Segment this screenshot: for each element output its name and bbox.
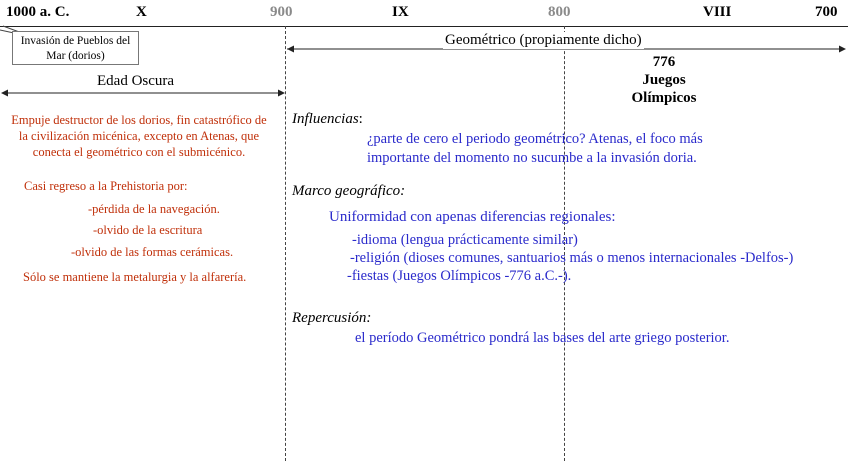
dark-age-arrow-right-head (278, 90, 285, 97)
dorian-impact-paragraph (0, 112, 278, 160)
prehistory-item-ceramics: -olvido de las formas cerámicas. (71, 245, 234, 259)
marco-item-festivals: -fiestas (Juegos Olímpicos -776 a.C.-). (347, 268, 572, 284)
olympics-line1: Juegos (642, 72, 686, 88)
influencias-heading (292, 111, 363, 128)
dark-age-arrow-left-head (1, 90, 8, 97)
repercusion-heading: Repercusión: (292, 310, 372, 326)
prehistory-intro: Casi regreso a la Prehistoria por: (24, 179, 188, 193)
repercusion-text: el período Geométrico pondrá las bases del arte griego posterior. (355, 330, 730, 346)
geometric-arrow-left-head (287, 46, 294, 53)
dorian-impact-line-2: la civilización micénica, excepto en Atenas, que (18, 129, 260, 143)
dark-age-label: Edad Oscura (97, 73, 175, 89)
prehistory-item-writing: -olvido de la escritura (93, 223, 203, 237)
dorian-impact-line-3: conecta el geométrico con el submicénico. (32, 145, 246, 159)
influencias-line-1: ¿parte de cero el periodo geométrico? Atenas, el foco más (367, 131, 703, 147)
invasion-box-line1: Invasión de Pueblos del (20, 35, 131, 47)
marco-intro: Uniformidad con apenas diferencias regionales: (329, 209, 616, 225)
marco-item-language: -idioma (lengua prácticamente similar) (352, 232, 578, 248)
geometric-arrow-right-head (839, 46, 846, 53)
tick-1000: 1000 a. C. (6, 4, 70, 20)
marco-item-religion: -religión (dioses comunes, santuarios más o menos internacionales -Delfos-) (350, 250, 794, 266)
olympics-label (614, 53, 714, 107)
dorian-impact-line-1: Empuje destructor de los dorios, fin catastrófico de (11, 113, 267, 127)
influencias-colon: : (358, 111, 363, 127)
geometric-period-label: Geométrico (propiamente dicho) (445, 32, 642, 48)
invasion-box-line2: Mar (dorios) (46, 50, 105, 62)
tick-700: 700 (815, 4, 838, 20)
marco-heading: Marco geográfico: (292, 183, 406, 199)
olympics-year: 776 (652, 54, 676, 70)
tick-x: X (136, 4, 147, 20)
metallurgy-note: Sólo se mantiene la metalurgia y la alfarería. (23, 270, 247, 284)
tick-ix: IX (392, 4, 409, 20)
invasion-box (12, 31, 139, 65)
prehistory-item-navigation: -pérdida de la navegación. (88, 202, 220, 216)
tick-viii: VIII (703, 4, 732, 20)
olympics-line2: Olímpicos (631, 90, 697, 106)
tick-800: 800 (548, 4, 571, 20)
influencias-heading-text: Influencias (292, 111, 359, 127)
tick-900: 900 (270, 4, 293, 20)
influencias-line-2: importante del momento no sucumbe a la invasión doria. (367, 150, 697, 166)
